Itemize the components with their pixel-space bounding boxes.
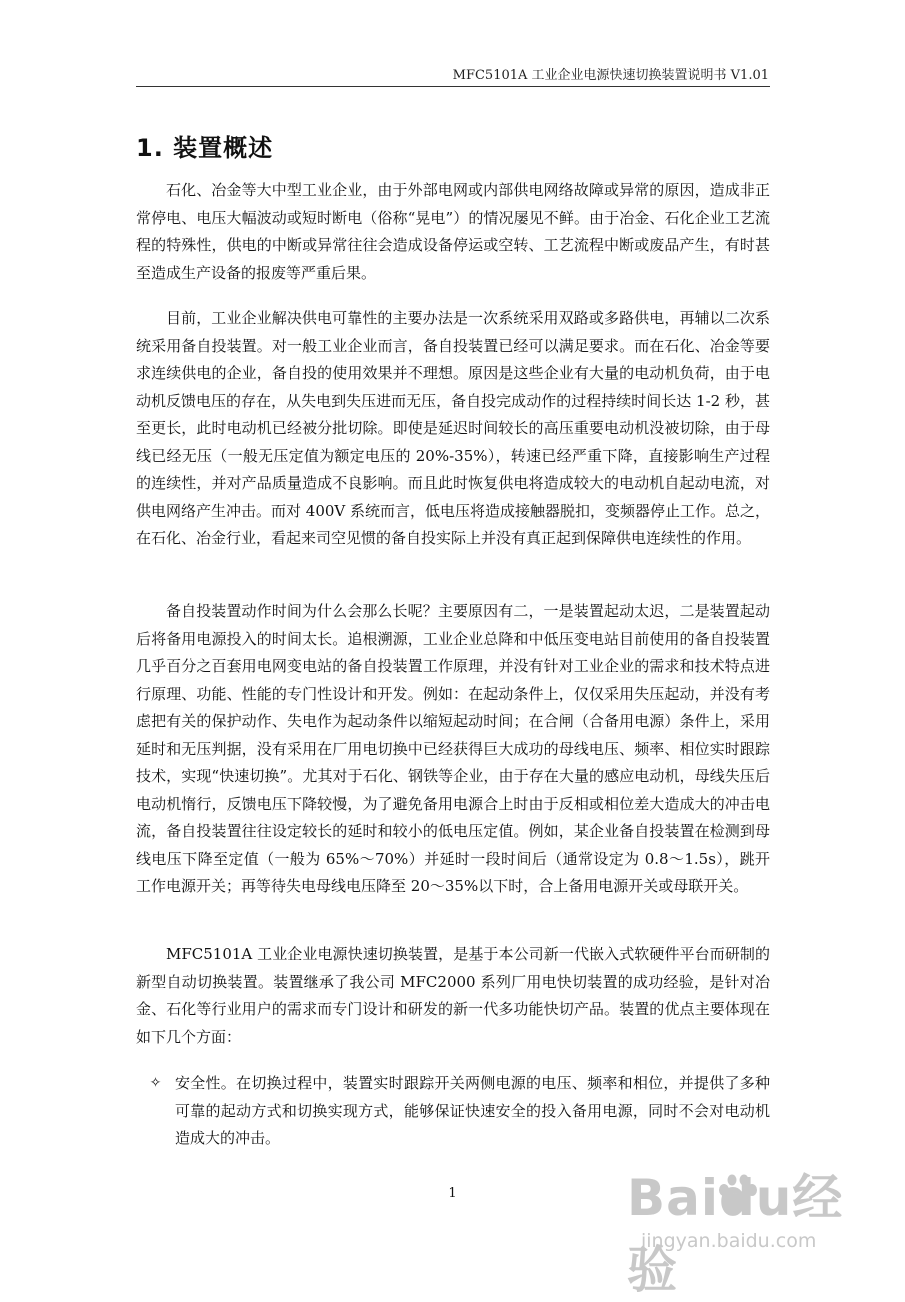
page-number: 1 [448,1186,457,1201]
watermark-url: jingyan.baidu.com [641,1230,817,1252]
diamond-outline-icon: ✧ [149,1075,162,1091]
paragraph-1: 石化、冶金等大中型工业企业，由于外部电网或内部供电网络故障或异常的原因，造成非正常停电、电压大幅波动或短时断电（俗称“晃电”）的情况屡见不鲜。由于冶金、石化企业工艺流程的特殊性，供电的中断或异常往往会造成设备停运或空转、工艺流程中断或废品产生，有时甚至造成生产设备的报废等严重后果。 [136,181,770,282]
bullet-item-safety [136,1070,770,1153]
bullet-text: 安全性。在切换过程中，装置实时跟踪开关两侧电源的电压、频率和相位，并提供了多种可靠的起动方式和切换实现方式，能够保证快速安全的投入备用电源，同时不会对电动机造成大的冲击。 [175,1074,770,1147]
baidu-jingyan-watermark [619,1150,869,1299]
watermark-logo-text: Baidu经验 [627,1169,844,1299]
paragraph-3: 备自投装置动作时间为什么会那么长呢？主要原因有二，一是装置起动太迟，二是装置起动后将备用电源投入的时间太长。追根溯源，工业企业总降和中低压变电站目前使用的备自投装置几乎百分之百套用电网变电站的备自投装置工作原理，并没有针对工业企业的需求和技术特点进行原理、功能、性能的专门性设计和开发。例如：在起动条件上，仅仅采用失压起动，并没有考虑把有关的保护动作、失电作为起动条件以缩短起动时间；在合闸（合备用电源）条件上，采用延时和无压判据，没有采用在厂用电切换中已经获得巨大成功的母线电压、频率、相位实时跟踪技术，实现“快速切换”。尤其对于石化、钢铁等企业，由于存在大量的感应电动机，母线失压后电动机惰行，反馈电压下降较慢，为了避免备用电源合上时由于反相或相位差大造成大的冲击电流，备自投装置往往设定较长的延时和较小的低电压定值。例如，某企业备自投装置在检测到母线电压下降至定值（一般为 65%～70%）并延时一段时间后（通常设定为 0.8～1.5s），跳开工作电源开关；再等待失电母线电压降至 20～35%以下时，合上备用电源开关或母联开关。 [136,602,770,895]
section-title: 1. 装置概述 [136,134,274,162]
header-divider [136,86,770,87]
paragraph-2: 目前，工业企业解决供电可靠性的主要办法是一次系统采用双路或多路供电，再辅以二次系统采用备自投装置。对一般工业企业而言，备自投装置已经可以满足要求。而在石化、冶金等要求连续供电的企业，备自投的使用效果并不理想。原因是这些企业有大量的电动机负荷，由于电动机反馈电压的存在，从失电到失压进而无压，备自投完成动作的过程持续时间长达 1-2 秒，甚至更长，此时电动机已经被分批切除。即使是延迟时间较长的高压重要电动机没被切除，由于母线已经无压（一般无压定值为额定电压的 20%-35%），转速已经严重下降，直接影响生产过程的连续性，并对产品质量造成不良影响。而且此时恢复供电将造成较大的电动机自起动电流，对供电网络产生冲击。而对 400V 系统而言，低电压将造成接触器脱扣，变频器停止工作。总之，在石化、冶金行业，看起来司空见惯的备自投实际上并没有真正起到保障供电连续性的作用。 [136,309,771,547]
paragraph-4: MFC5101A 工业企业电源快速切换装置，是基于本公司新一代嵌入式软硬件平台而研制的新型自动切换装置。装置继承了我公司 MFC2000 系列厂用电快切装置的成功经验，是针对冶金、石化等行业用户的需求而专门设计和研发的新一代多功能快切产品。装置的优点主要体现在如下几个方面： [136,945,770,1046]
running-header: MFC5101A 工业企业电源快速切换装置说明书 V1.01 [452,68,769,83]
